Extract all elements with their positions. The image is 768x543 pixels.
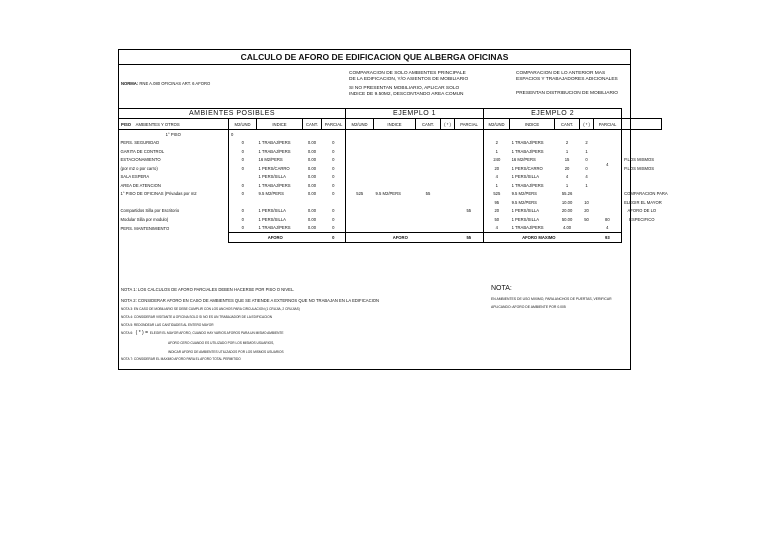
right-note-title: NOTA: xyxy=(491,285,512,292)
note-6-text: ELEGIR EL MAYOR AFORO, CUANDO HAY VARIOS AFOROS PARA UN MISMO AMBIENTE xyxy=(149,331,284,335)
parcial-cell: 0 xyxy=(322,173,346,182)
cant-cell: 0.00 xyxy=(307,216,317,222)
total-aforo-value: 0 xyxy=(322,233,346,243)
e1-cant-cell: 55 xyxy=(425,191,431,197)
parcial-cell: 0 xyxy=(322,139,346,148)
indice-cell: 9.5 M2/PERS xyxy=(258,191,284,197)
m2und-cell: 0 xyxy=(229,190,257,199)
col-e2-cant: CANT. xyxy=(555,119,580,130)
e2-cant-cell: 4 xyxy=(565,174,569,180)
floor-label: 1° PISO xyxy=(165,131,181,137)
parcial-cell: 0 xyxy=(322,207,346,216)
ambiente-cell: PERS. MANTENIMIENTO xyxy=(120,225,170,231)
e1-desc-line1: COMPARACION DE SOLO AMBIENTES PRINCIPALE xyxy=(349,71,466,76)
m2und-cell: 0 xyxy=(229,207,257,216)
total-e2-value: 93 xyxy=(594,233,622,243)
e2-indice-cell: 1 PERS/SILLA xyxy=(511,174,540,180)
e2-m2und-cell: 525 xyxy=(493,191,501,197)
e1-desc-line4: INDICE DE 9.50M2, DESCONTANDO AREA COMUN xyxy=(349,91,464,97)
note-3: NOTA 3: EN CASO DE MOBILIARIO SE DEBE CUMPLIR CON LOS ANCHOS PARA CIRCULACION (1 CRUJIA, 2 CRUJIAS) xyxy=(121,307,300,311)
col-cant: CANT. xyxy=(303,119,322,130)
e2-cant-cell: 1 xyxy=(565,148,569,154)
table-row xyxy=(119,139,662,148)
table-row xyxy=(119,147,662,156)
norma-value: RNE A.080 OFICINAS ART. 6 AFORO xyxy=(139,81,211,86)
table-row xyxy=(119,207,662,216)
col-e1-m2und: M2/UND xyxy=(346,119,374,130)
ambiente-cell: 1° PISO DE OFICINAS (Privadas por m2 xyxy=(120,191,197,197)
parcial-cell: 0 xyxy=(322,181,346,190)
aforo-table xyxy=(118,108,668,243)
parcial-cell: 0 xyxy=(322,164,346,173)
e1-desc-line3: SI NO PRESENTAN MOBILIARIO, APLICAR SOLO xyxy=(349,86,460,92)
comparison-note-3: AFORO DE LO xyxy=(627,208,657,214)
e2-star-cell: 0 xyxy=(585,165,588,171)
right-note-line2: APLICANDO: AFORO DE AMBIENTE POR 0.005 xyxy=(491,305,566,309)
ambiente-cell: AREA DE ATENCION xyxy=(120,182,161,188)
total-e1-value: 55 xyxy=(455,233,484,243)
table-row xyxy=(119,156,662,165)
totals-row xyxy=(119,233,662,243)
e2-m2und-cell: 1 xyxy=(495,182,498,188)
e2-desc-line2: ESPACIOS Y TRABAJADORES ADICIONALES xyxy=(516,76,618,82)
note-4: NOTA 4: CONSIDERAR VISITANTE A OFICINA SOLO SI NO ES UN TRABAJADOR DE LA EDIFICACION xyxy=(121,315,273,319)
e2-star-cell: 1 xyxy=(585,148,588,154)
col-e2-m2und: M2/UND xyxy=(484,119,510,130)
indice-cell: 16 M2/PERS xyxy=(258,157,283,163)
section-header-row xyxy=(119,109,662,119)
parcial-cell: 0 xyxy=(322,147,346,156)
e2-cant-cell: 1 xyxy=(565,182,569,188)
e2-star-cell: 0 xyxy=(585,157,588,163)
comparison-note-4: ESPECIFICO xyxy=(629,216,655,222)
ambiente-cell: Compartidos Silla por Escritorio xyxy=(120,208,180,214)
parcial-cell: 0 xyxy=(322,215,346,224)
e2-star-cell: 4 xyxy=(585,174,588,180)
ambiente-cell: Modular Silla por modulo) xyxy=(120,216,169,222)
e1-m2und-cell: 525 xyxy=(356,191,364,197)
indice-cell: 1 PERS/SILLA xyxy=(258,208,286,214)
note-2: NOTA 2: CONSIDERAR AFORO EN CASO DE AMBIENTES QUE SE ATIENDE A EXTERNOS QUE NO TRABAJAN EN LA EDIFICACION xyxy=(121,298,380,303)
table-row xyxy=(119,198,662,207)
e2-star-cell: 20 xyxy=(584,208,589,214)
parcial-cell: 0 xyxy=(322,224,346,233)
table-row xyxy=(119,130,662,139)
e2-cant-cell: 15 xyxy=(564,157,570,163)
e2-indice-cell: 1 TRABAJ/PERS xyxy=(511,225,544,231)
e1-indice-cell: 9.5 M2/PERS xyxy=(375,191,401,197)
col-e1-cant: CANT. xyxy=(416,119,441,130)
norma-key: NORMA: xyxy=(121,81,139,86)
page-title: CALCULO DE AFORO DE EDIFICACION QUE ALBERGA OFICINAS xyxy=(240,52,509,62)
ejemplo2-description xyxy=(516,71,618,97)
ambiente-cell: SALA ESPERA xyxy=(120,174,150,180)
e2-cant-cell: 10.00 xyxy=(561,199,573,205)
e2-indice-cell: 1 PERS/SILLA xyxy=(511,208,540,214)
section-ejemplo2: EJEMPLO 2 xyxy=(484,109,622,119)
e2-m2und-cell: 1 xyxy=(495,148,498,154)
ambiente-cell: PERS. SEGURIDAD xyxy=(120,140,160,146)
col-e2-star: ( * ) xyxy=(580,119,594,130)
e2-parcial-cell: 80 xyxy=(594,215,622,224)
m2und-cell: 0 xyxy=(229,224,257,233)
col-ambientes: AMBIENTES Y OTROS xyxy=(135,121,180,127)
parcial-cell: 0 xyxy=(322,156,346,165)
e2-star-cell: 10 xyxy=(584,199,589,205)
m2und-cell: 0 xyxy=(229,181,257,190)
note-6 xyxy=(121,330,283,336)
ambiente-cell: ESTACIONAMIENTO xyxy=(120,157,161,163)
e2-indice-cell: 9.5 M2/PERS xyxy=(511,199,537,205)
note-1: NOTA 1: LOS CALCULOS DE AFORO PARCIALES DEBEN HACERSE POR PISO O NIVEL. xyxy=(121,287,295,292)
e2-indice-cell: 1 TRABAJ/PERS xyxy=(511,148,544,154)
e2-m2und-cell: 2 xyxy=(495,140,498,146)
col-m2und: M2/UND xyxy=(229,119,257,130)
side-note: P.LOS MISMOS xyxy=(624,157,655,163)
col-e2-parcial: PARCIAL xyxy=(594,119,622,130)
e2-m2und-cell: 4 xyxy=(495,174,498,180)
e2-indice-cell: 1 PERS/SILLA xyxy=(511,216,540,222)
m2und-cell: 0 xyxy=(229,139,257,148)
ejemplo1-description xyxy=(349,71,468,97)
title-divider xyxy=(118,64,631,65)
m2und-cell: 0 xyxy=(229,215,257,224)
e1-desc-line2: DE LA EDIFICACION, Y/O ASIENTOS DE MOBILIARIO xyxy=(349,76,469,82)
col-e2-indice: INDICE xyxy=(510,119,555,130)
cant-cell: 0.00 xyxy=(307,182,317,188)
table-row xyxy=(119,224,662,233)
table-row xyxy=(119,181,662,190)
total-aforo-label: AFORO xyxy=(229,233,322,243)
indice-cell: 1 PERS/SILLA xyxy=(258,174,286,180)
e2-star-cell: 2 xyxy=(585,140,588,146)
indice-cell: 1 PERS/SILLA xyxy=(258,216,286,222)
cant-cell: 0.00 xyxy=(307,165,317,171)
e2-indice-cell: 1 PERS/CARRO xyxy=(511,165,543,171)
e2-parcial-cell: 4 xyxy=(594,224,622,233)
e2-parcial-merged: 4 xyxy=(594,156,622,173)
col-piso xyxy=(119,119,229,130)
ambiente-cell: (por m2 o por carro) xyxy=(120,165,158,171)
e2-m2und-cell: 4 xyxy=(495,225,498,231)
indice-cell: 1 TRABAJ/PERS xyxy=(258,225,291,231)
e2-indice-cell: 16 M2/PERS xyxy=(511,157,536,163)
e2-cant-cell: 2 xyxy=(565,140,569,146)
col-piso-label: PISO xyxy=(121,121,132,127)
indice-cell: 1 TRABAJ/PERS xyxy=(258,140,291,146)
col-e1-indice: INDICE xyxy=(374,119,416,130)
cant-cell: 0.00 xyxy=(307,208,317,214)
cant-cell: 0.00 xyxy=(307,157,317,163)
col-e1-star: ( * ) xyxy=(441,119,455,130)
cant-cell: 0.00 xyxy=(307,225,317,231)
e2-indice-cell: 1 TRABAJ/PERS xyxy=(511,140,544,146)
cant-cell: 0.00 xyxy=(307,191,317,197)
e2-m2und-cell: 240 xyxy=(493,157,501,163)
e2-m2und-cell: 95 xyxy=(494,199,500,205)
col-parcial: PARCIAL xyxy=(322,119,346,130)
right-note-line1: EN AMBIENTES DE USO MIXIMO, PARA ANCHOS DE PUERTAS, VERIFICAR xyxy=(491,297,612,301)
note-6-line3: INDICAR AFORO DE AMBIENTES UTILIZADOS POR LOS MISMOS USUARIOS xyxy=(168,350,284,354)
e2-cant-cell: 20 xyxy=(564,165,570,171)
e2-m2und-cell: 20 xyxy=(494,165,500,171)
total-e1-label: AFORO xyxy=(346,233,455,243)
e2-indice-cell: 9.5 M2/PERS xyxy=(511,191,537,197)
e2-star-cell: 50 xyxy=(584,216,589,222)
e1-parcial-cell: 55 xyxy=(455,207,484,216)
section-ambientes: AMBIENTES POSIBLES xyxy=(119,109,346,119)
comparison-note-1: COMPARACION PARA xyxy=(624,191,668,197)
m2und-cell: 0 xyxy=(229,130,257,139)
column-header-row xyxy=(119,119,662,130)
e2-cant-cell: 50.00 xyxy=(561,216,573,222)
section-ejemplo1: EJEMPLO 1 xyxy=(346,109,484,119)
e2-m2und-cell: 20 xyxy=(494,208,500,214)
comparison-note-2: ELEGIR EL MAYOR xyxy=(624,199,662,205)
norma-label xyxy=(121,81,210,86)
note-5: NOTA 5: REDONDEAR LAS CANTIDADES AL ENTERO MAYOR xyxy=(121,323,214,327)
e2-indice-cell: 1 TRABAJ/PERS xyxy=(511,182,544,188)
m2und-cell: 0 xyxy=(229,156,257,165)
e2-cant-cell: 20.00 xyxy=(561,208,573,214)
total-e2-label: AFORO MAXIMO xyxy=(484,233,594,243)
e2-cant-cell: 4.00 xyxy=(562,225,572,231)
table-row xyxy=(119,164,662,173)
m2und-cell: 0 xyxy=(229,147,257,156)
col-e1-parcial: PARCIAL xyxy=(455,119,484,130)
parcial-cell: 0 xyxy=(322,190,346,199)
e2-star-cell: 1 xyxy=(585,182,588,188)
indice-cell: 1 PERS/CARRO xyxy=(258,165,290,171)
indice-cell: 1 TRABAJ/PERS xyxy=(258,148,291,154)
note-6-label: NOTA 6: xyxy=(121,331,133,335)
cant-cell: 0.00 xyxy=(307,174,317,180)
m2und-cell: 0 xyxy=(229,164,257,173)
e2-desc-line3: PRESENTAN DISTRIBUCION DE MOBILIARIO xyxy=(516,91,618,97)
ambiente-cell: GARITA DE CONTROL xyxy=(120,148,165,154)
note-6-line2: AFORO CERO CUANDO ES UTILIZADO POR LOS MISMOS USUARIOS, xyxy=(168,341,275,345)
cant-cell: 0.00 xyxy=(307,148,317,154)
e2-cant-cell: 55.26 xyxy=(561,191,573,197)
side-note: P.LOS MISMOS xyxy=(624,165,655,171)
cant-cell: 0.00 xyxy=(307,140,317,146)
indice-cell: 1 TRABAJ/PERS xyxy=(258,182,291,188)
note-7: NOTA 7: CONSIDERAR EL MAXIMO AFORO PARA EL AFORO TOTAL PERMITIDO xyxy=(121,357,241,361)
table-row xyxy=(119,173,662,182)
e2-m2und-cell: 50 xyxy=(494,216,500,222)
table-row xyxy=(119,215,662,224)
col-indice: INDICE xyxy=(257,119,303,130)
note-6-symbol: ( * ) = xyxy=(135,330,149,336)
table-row xyxy=(119,190,662,199)
e2-desc-line1: COMPARACION DE LO ANTERIOR MAS xyxy=(516,71,606,76)
